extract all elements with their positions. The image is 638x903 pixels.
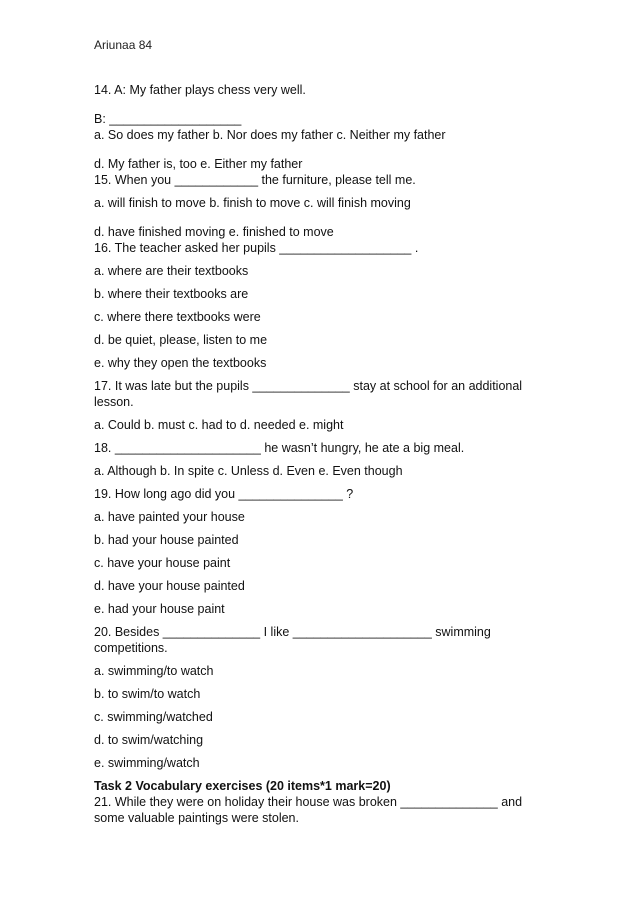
question-14-reply: B: ___________________ [94, 112, 242, 126]
task-2-heading: Task 2 Vocabulary exercises (20 items*1 mark=20) [94, 779, 391, 793]
question-14: 14. A: My father plays chess very well. [94, 83, 306, 97]
question-16-option-c: c. where there textbooks were [94, 310, 261, 324]
question-19-option-b: b. had your house painted [94, 533, 239, 547]
question-19-option-d: d. have your house painted [94, 579, 245, 593]
question-19-option-a: a. have painted your house [94, 510, 245, 524]
document-body [94, 82, 544, 826]
question-21: 21. While they were on holiday their house was broken ______________ and some valuable paintings were stolen. [94, 795, 523, 825]
question-16-option-d: d. be quiet, please, listen to me [94, 333, 268, 347]
question-20-option-d: d. to swim/watching [94, 733, 204, 747]
question-15: 15. When you ____________ the furniture, please tell me. [94, 173, 416, 187]
question-20: 20. Besides ______________ I like ____________________ swimming competitions. [94, 625, 491, 655]
question-15-options-1: a. will finish to move b. finish to move c. will finish moving [94, 196, 411, 210]
question-20-option-a: a. swimming/to watch [94, 664, 214, 678]
question-16: 16. The teacher asked her pupils ___________________ . [94, 241, 419, 255]
question-20-option-c: c. swimming/watched [94, 710, 213, 724]
question-18: 18. _____________________ he wasn’t hungry, he ate a big meal. [94, 441, 465, 455]
question-15-options-2: d. have finished moving e. finished to move [94, 225, 334, 239]
question-14-options-2: d. My father is, too e. Either my father [94, 157, 303, 171]
question-16-option-a: a. where are their textbooks [94, 264, 249, 278]
question-16-option-b: b. where their textbooks are [94, 287, 249, 301]
question-19: 19. How long ago did you _______________ ? [94, 487, 354, 501]
question-17-options: a. Could b. must c. had to d. needed e. might [94, 418, 344, 432]
question-18-options: a. Although b. In spite c. Unless d. Even e. Even though [94, 464, 403, 478]
question-20-option-b: b. to swim/to watch [94, 687, 201, 701]
page-header: Ariunaa 84 [94, 38, 153, 52]
question-17: 17. It was late but the pupils ______________ stay at school for an additional lesson. [94, 379, 523, 409]
question-20-option-e: e. swimming/watch [94, 756, 200, 770]
question-14-options-1: a. So does my father b. Nor does my father c. Neither my father [94, 128, 446, 142]
question-19-option-c: c. have your house paint [94, 556, 231, 570]
question-19-option-e: e. had your house paint [94, 602, 225, 616]
question-16-option-e: e. why they open the textbooks [94, 356, 267, 370]
